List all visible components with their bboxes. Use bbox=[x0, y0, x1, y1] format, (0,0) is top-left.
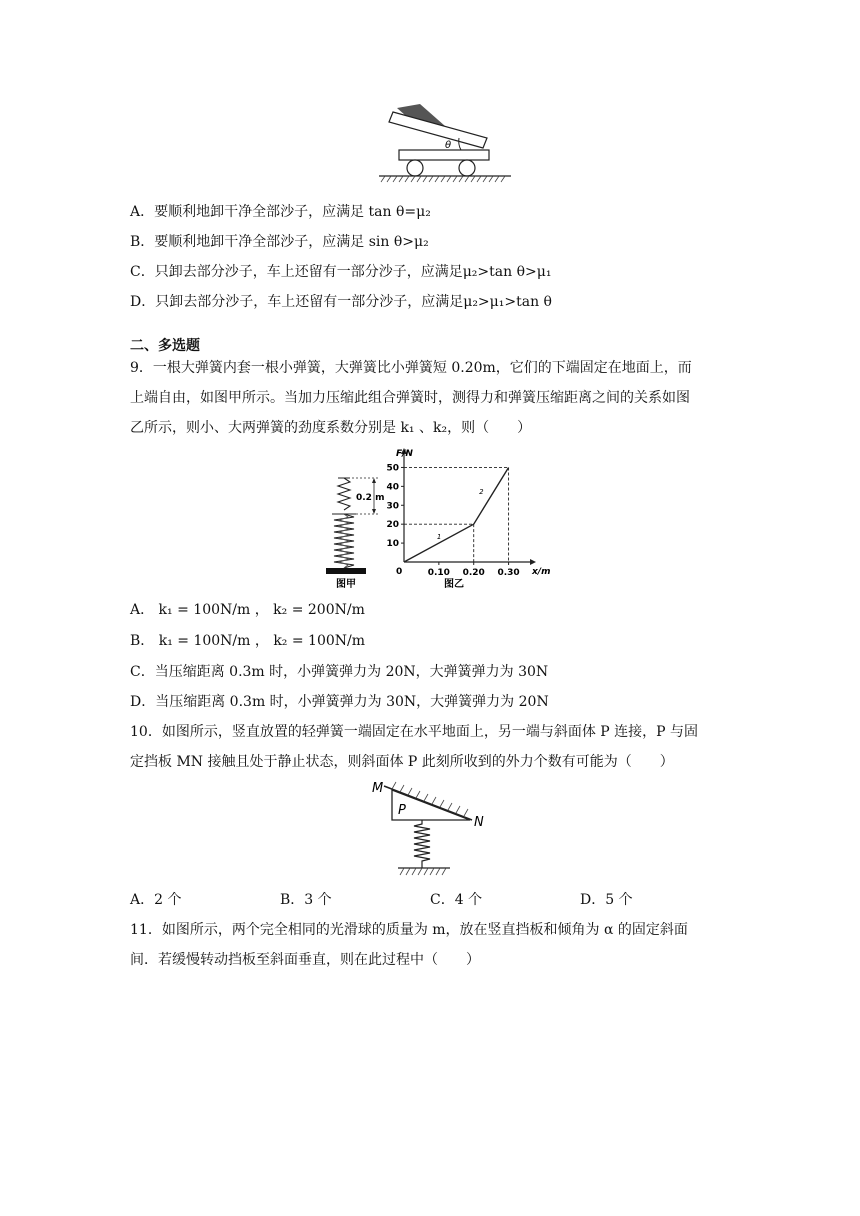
q9-stem-line2: 上端自由，如图甲所示。当加力压缩此组合弹簧时，测得力和弹簧压缩距离之间的关系如图 bbox=[130, 390, 690, 406]
y-tick-label: 50 bbox=[386, 463, 399, 474]
q10-stem-line2: 定挡板 MN 接触且处于静止状态，则斜面体 P 此刻所收到的外力个数有可能为（ ） bbox=[130, 754, 674, 770]
q9-option-a: A． k₁ = 100N/m ， k₂ = 200N/m bbox=[130, 602, 365, 618]
q9-option-b: B． k₁ = 100N/m ， k₂ = 100N/m bbox=[130, 633, 366, 649]
q8-option-c: C．只卸去部分沙子，车上还留有一部分沙子，应满足μ₂>tan θ>μ₁ bbox=[130, 264, 552, 280]
y-axis-label: F/N bbox=[396, 449, 413, 459]
y-tick-label: 10 bbox=[386, 539, 399, 550]
q10-stem-line1: 10．如图所示，竖直放置的轻弹簧一端固定在水平地面上，另一端与斜面体 P 连接，P 与固 bbox=[130, 724, 699, 740]
tilted-bed bbox=[389, 112, 487, 148]
fig-jia-caption: 图甲 bbox=[336, 579, 356, 590]
small-spring-upper bbox=[338, 478, 350, 510]
wheel-right bbox=[459, 160, 475, 176]
x-tick-label: 0.10 bbox=[427, 568, 450, 578]
y-tick-label: 40 bbox=[386, 482, 399, 493]
section-title: 二、多选题 bbox=[130, 338, 200, 354]
origin-label: 0 bbox=[396, 567, 403, 577]
q9-stem-line1: 9．一根大弹簧内套一根小弹簧，大弹簧比小弹簧短 0.20m，它们的下端固定在地面上，而 bbox=[130, 360, 692, 376]
label-m: M bbox=[372, 781, 384, 796]
dim-label: 0.2 m bbox=[356, 493, 385, 503]
q8-option-a: A．要顺利地卸干净全部沙子，应满足 tan θ=μ₂ bbox=[130, 204, 431, 220]
q10-ground-hatch bbox=[400, 868, 446, 875]
ground-hatch bbox=[381, 176, 505, 182]
y-tick-label: 20 bbox=[386, 520, 399, 531]
q10-wedge-spring-figure bbox=[370, 778, 500, 882]
q8-option-d: D．只卸去部分沙子，车上还留有一部分沙子，应满足μ₂>μ₁>tan θ bbox=[130, 294, 552, 310]
small-spring-lower bbox=[340, 514, 348, 568]
q9-option-c: C．当压缩距离 0.3m 时，小弹簧弹力为 20N，大弹簧弹力为 30N bbox=[130, 664, 549, 680]
fig-yi-caption: 图乙 bbox=[444, 579, 464, 590]
q8-option-b: B．要顺利地卸干净全部沙子，应满足 sin θ>μ₂ bbox=[130, 234, 429, 250]
cart-chassis bbox=[399, 150, 489, 160]
label-p: P bbox=[398, 803, 406, 818]
q9-stem-line3: 乙所示，则小、大两弹簧的劲度系数分别是 k₁ 、k₂，则（ ） bbox=[130, 420, 532, 436]
x-axis-arrow bbox=[530, 559, 536, 565]
q10-option-b: B．3 个 bbox=[280, 892, 332, 908]
wheel-left bbox=[407, 160, 423, 176]
series-label: 1 bbox=[436, 533, 442, 542]
series-label: 2 bbox=[479, 487, 484, 496]
vertical-spring bbox=[414, 820, 430, 868]
x-tick-label: 0.20 bbox=[462, 568, 485, 578]
q10-option-a: A．2 个 bbox=[130, 892, 182, 908]
angle-label: θ bbox=[445, 140, 452, 151]
q9-force-chart-yi bbox=[372, 449, 551, 592]
large-spring bbox=[334, 514, 354, 568]
q11-stem-line2: 间．若缓慢转动挡板至斜面垂直，则在此过程中（ ） bbox=[130, 952, 480, 968]
y-tick-label: 30 bbox=[386, 501, 399, 512]
q10-option-d: D．5 个 bbox=[580, 892, 633, 908]
q9-option-d: D．当压缩距离 0.3m 时，小弹簧弹力为 30N，大弹簧弹力为 20N bbox=[130, 694, 549, 710]
x-tick-label: 0.30 bbox=[497, 568, 520, 578]
series-line bbox=[404, 524, 474, 562]
q11-stem-line1: 11．如图所示，两个完全相同的光滑球的质量为 m，放在竖直挡板和倾角为 α 的固定斜面 bbox=[130, 922, 688, 938]
q8-dump-cart-figure bbox=[375, 100, 515, 186]
x-axis-label: x/m bbox=[532, 567, 551, 577]
spring-base bbox=[326, 568, 366, 574]
q10-option-c: C．4 个 bbox=[430, 892, 483, 908]
label-n: N bbox=[474, 815, 484, 830]
